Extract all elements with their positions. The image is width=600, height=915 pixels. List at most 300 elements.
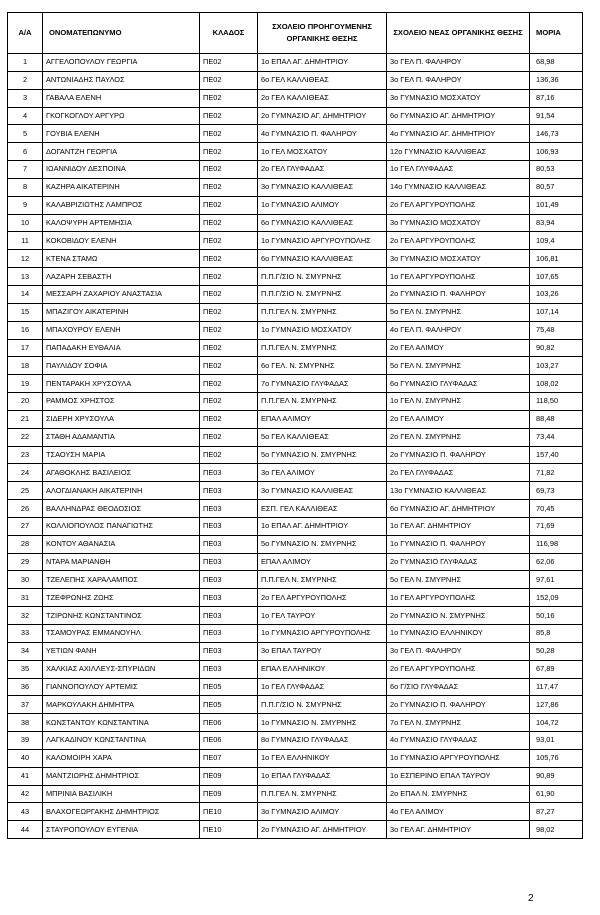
specialty-code: ΠΕ02 (200, 268, 258, 286)
new-school: 2ο ΓΥΜΝΑΣΙΟ Ν. ΣΜΥΡΝΗΣ (387, 607, 530, 625)
teacher-name: ΤΣΑΟΥΣΗ ΜΑΡΙΑ (43, 446, 200, 464)
row-number: 24 (8, 464, 43, 482)
table-row (8, 821, 583, 839)
new-school: 13ο ΓΥΜΝΑΣΙΟ ΚΑΛΛΙΘΕΑΣ (387, 482, 530, 500)
points: 103,27 (530, 357, 583, 375)
table-row (8, 500, 583, 518)
specialty-code: ΠΕ03 (200, 625, 258, 643)
row-number: 26 (8, 500, 43, 518)
specialty-code: ΠΕ07 (200, 749, 258, 767)
table-row (8, 607, 583, 625)
previous-school: ΕΠΑΛ ΕΛΛΗΝΙΚΟΥ (258, 660, 387, 678)
teacher-name: ΤΣΑΜΟΥΡΑΣ ΕΜΜΑΝΟΥΗΛ (43, 625, 200, 643)
specialty-code: ΠΕ02 (200, 161, 258, 179)
teacher-name: ΔΟΓΑΝΤΖΗ ΓΕΩΡΓΙΑ (43, 143, 200, 161)
new-school: 1ο ΓΕΛ Ν. ΣΜΥΡΝΗΣ (387, 393, 530, 411)
table-row (8, 803, 583, 821)
points: 97,61 (530, 571, 583, 589)
specialty-code: ΠΕ02 (200, 285, 258, 303)
specialty-code: ΠΕ09 (200, 785, 258, 803)
specialty-code: ΠΕ10 (200, 821, 258, 839)
new-school: 2ο ΓΕΛ ΑΡΓΥΡΟΥΠΟΛΗΣ (387, 660, 530, 678)
specialty-code: ΠΕ02 (200, 125, 258, 143)
row-number: 3 (8, 89, 43, 107)
table-body (8, 54, 583, 839)
points: 105,76 (530, 749, 583, 767)
specialty-code: ΠΕ03 (200, 464, 258, 482)
teacher-name: ΚΟΛΛΙΟΠΟΥΛΟΣ ΠΑΝΑΓΙΩΤΗΣ (43, 517, 200, 535)
table-row (8, 268, 583, 286)
previous-school: 6ο ΓΕΛ ΚΑΛΛΙΘΕΑΣ (258, 71, 387, 89)
new-school: 4ο ΓΥΜΝΑΣΙΟ ΑΓ. ΔΗΜΗΤΡΙΟΥ (387, 125, 530, 143)
table-row (8, 143, 583, 161)
row-number: 16 (8, 321, 43, 339)
previous-school: 1ο ΓΥΜΝΑΣΙΟ Ν. ΣΜΥΡΝΗΣ (258, 714, 387, 732)
specialty-code: ΠΕ02 (200, 107, 258, 125)
table-row (8, 785, 583, 803)
specialty-code: ΠΕ02 (200, 54, 258, 72)
teacher-name: ΑΛΟΓΔΙΑΝΑΚΗ ΑΙΚΑΤΕΡΙΝΗ (43, 482, 200, 500)
teacher-name: ΠΑΥΛΙΔΟΥ ΣΟΦΙΑ (43, 357, 200, 375)
new-school: 12ο ΓΥΜΝΑΣΙΟ ΚΑΛΛΙΘΕΑΣ (387, 143, 530, 161)
header-klados: ΚΛΑΔΟΣ (200, 13, 258, 54)
page-number: 2 (528, 893, 534, 904)
table-row (8, 161, 583, 179)
previous-school: 1ο ΕΠΑΛ ΓΛΥΦΑΔΑΣ (258, 767, 387, 785)
teacher-name: ΜΠΡΙΝΙΑ ΒΑΣΙΛΙΚΗ (43, 785, 200, 803)
table-row (8, 89, 583, 107)
specialty-code: ΠΕ06 (200, 732, 258, 750)
previous-school: 3ο ΓΕΛ ΑΛΙΜΟΥ (258, 464, 387, 482)
previous-school: 4ο ΓΥΜΝΑΣΙΟ Π. ΦΑΛΗΡΟΥ (258, 125, 387, 143)
specialty-code: ΠΕ03 (200, 589, 258, 607)
new-school: 1ο ΓΕΛ ΓΛΥΦΑΔΑΣ (387, 161, 530, 179)
previous-school: 1ο ΓΕΛ ΓΛΥΦΑΔΑΣ (258, 678, 387, 696)
previous-school: 1ο ΕΠΑΛ ΑΓ. ΔΗΜΗΤΡΙΟΥ (258, 517, 387, 535)
previous-school: 1ο ΓΥΜΝΑΣΙΟ ΑΡΓΥΡΟΥΠΟΛΗΣ (258, 625, 387, 643)
points: 116,98 (530, 535, 583, 553)
row-number: 38 (8, 714, 43, 732)
teacher-name: ΚΩΝΣΤΑΝΤΟΥ ΚΩΝΣΤΑΝΤΙΝΑ (43, 714, 200, 732)
table-row (8, 285, 583, 303)
table-row (8, 732, 583, 750)
row-number: 23 (8, 446, 43, 464)
new-school: 2ο ΓΥΜΝΑΣΙΟ Π. ΦΑΛΗΡΟΥ (387, 446, 530, 464)
points: 90,89 (530, 767, 583, 785)
specialty-code: ΠΕ02 (200, 321, 258, 339)
row-number: 5 (8, 125, 43, 143)
row-number: 2 (8, 71, 43, 89)
points: 71,82 (530, 464, 583, 482)
new-school: 1ο ΓΥΜΝΑΣΙΟ Π. ΦΑΛΗΡΟΥ (387, 535, 530, 553)
table-row (8, 393, 583, 411)
new-school: 3ο ΓΕΛ Π. ΦΑΛΗΡΟΥ (387, 71, 530, 89)
teacher-name: ΓΙΑΝΝΟΠΟΥΛΟΥ ΑΡΤΕΜΙΣ (43, 678, 200, 696)
specialty-code: ΠΕ03 (200, 660, 258, 678)
teacher-name: ΣΤΑΥΡΟΠΟΥΛΟΥ ΕΥΓΕΝΙΑ (43, 821, 200, 839)
teacher-name: ΒΛΑΧΟΓΕΩΡΓΑΚΗΣ ΔΗΜΗΤΡΙΟΣ (43, 803, 200, 821)
points: 70,45 (530, 500, 583, 518)
row-number: 11 (8, 232, 43, 250)
row-number: 29 (8, 553, 43, 571)
points: 68,98 (530, 54, 583, 72)
specialty-code: ΠΕ02 (200, 410, 258, 428)
row-number: 32 (8, 607, 43, 625)
new-school: 2ο ΓΕΛ ΑΛΙΜΟΥ (387, 410, 530, 428)
specialty-code: ΠΕ02 (200, 303, 258, 321)
header-prev-school: ΣΧΟΛΕΙΟ ΠΡΟΗΓΟΥΜΕΝΗΣ ΟΡΓΑΝΙΚΗΣ ΘΕΣΗΣ (258, 13, 387, 54)
specialty-code: ΠΕ02 (200, 143, 258, 161)
table-row (8, 464, 583, 482)
points: 101,49 (530, 196, 583, 214)
teacher-name: ΚΟΚΟΒΙΔΟΥ ΕΛΕΝΗ (43, 232, 200, 250)
teacher-name: ΧΑΛΚΙΑΣ ΑΧΙΛΛΕΥΣ-ΣΠΥΡΙΔΩΝ (43, 660, 200, 678)
points: 62,06 (530, 553, 583, 571)
new-school: 6ο ΓΥΜΝΑΣΙΟ ΑΓ. ΔΗΜΗΤΡΙΟΥ (387, 107, 530, 125)
row-number: 34 (8, 642, 43, 660)
header-name: ΟΝΟΜΑΤΕΠΩΝΥΜΟ (43, 13, 200, 54)
row-number: 42 (8, 785, 43, 803)
teacher-name: ΑΓΑΘΟΚΛΗΣ ΒΑΣΙΛΕΙΟΣ (43, 464, 200, 482)
new-school: 3ο ΓΥΜΝΑΣΙΟ ΜΟΣΧΑΤΟΥ (387, 250, 530, 268)
row-number: 44 (8, 821, 43, 839)
table-row (8, 71, 583, 89)
teacher-name: ΡΑΜΜΟΣ ΧΡΗΣΤΟΣ (43, 393, 200, 411)
row-number: 43 (8, 803, 43, 821)
new-school: 5ο ΓΕΛ Ν. ΣΜΥΡΝΗΣ (387, 303, 530, 321)
points: 61,90 (530, 785, 583, 803)
table-row (8, 357, 583, 375)
specialty-code: ΠΕ02 (200, 428, 258, 446)
previous-school: 2ο ΓΕΛ ΑΡΓΥΡΟΥΠΟΛΗΣ (258, 589, 387, 607)
points: 50,28 (530, 642, 583, 660)
row-number: 8 (8, 178, 43, 196)
row-number: 18 (8, 357, 43, 375)
new-school: 3ο ΓΥΜΝΑΣΙΟ ΜΟΣΧΑΤΟΥ (387, 214, 530, 232)
table-header-row (8, 13, 583, 54)
points: 146,73 (530, 125, 583, 143)
row-number: 30 (8, 571, 43, 589)
table-row (8, 446, 583, 464)
table-row (8, 589, 583, 607)
previous-school: 2ο ΓΥΜΝΑΣΙΟ ΑΓ. ΔΗΜΗΤΡΙΟΥ (258, 107, 387, 125)
new-school: 7ο ΓΕΛ Ν. ΣΜΥΡΝΗΣ (387, 714, 530, 732)
specialty-code: ΠΕ02 (200, 71, 258, 89)
table-row (8, 410, 583, 428)
specialty-code: ΠΕ02 (200, 357, 258, 375)
points: 98,02 (530, 821, 583, 839)
points: 50,16 (530, 607, 583, 625)
previous-school: Π.Π.Γ/ΣΙΟ Ν. ΣΜΥΡΝΗΣ (258, 268, 387, 286)
teacher-name: ΤΖΕΛΕΠΗΣ ΧΑΡΑΛΑΜΠΟΣ (43, 571, 200, 589)
row-number: 7 (8, 161, 43, 179)
new-school: 2ο ΓΥΜΝΑΣΙΟ Π. ΦΑΛΗΡΟΥ (387, 696, 530, 714)
previous-school: 1ο ΓΥΜΝΑΣΙΟ ΑΡΓΥΡΟΥΠΟΛΗΣ (258, 232, 387, 250)
row-number: 21 (8, 410, 43, 428)
teacher-name: ΜΑΝΤΖΙΩΡΗΣ ΔΗΜΗΤΡΙΟΣ (43, 767, 200, 785)
specialty-code: ΠΕ02 (200, 214, 258, 232)
table-row (8, 214, 583, 232)
new-school: 3ο ΓΕΛ ΑΓ. ΔΗΜΗΤΡΙΟΥ (387, 821, 530, 839)
new-school: 4ο ΓΕΛ ΑΛΙΜΟΥ (387, 803, 530, 821)
points: 152,09 (530, 589, 583, 607)
row-number: 36 (8, 678, 43, 696)
new-school: 5ο ΓΕΛ Ν. ΣΜΥΡΝΗΣ (387, 357, 530, 375)
teacher-name: ΚΑΖΗΡΑ ΑΙΚΑΤΕΡΙΝΗ (43, 178, 200, 196)
specialty-code: ΠΕ02 (200, 446, 258, 464)
specialty-code: ΠΕ05 (200, 696, 258, 714)
points: 127,86 (530, 696, 583, 714)
row-number: 28 (8, 535, 43, 553)
row-number: 27 (8, 517, 43, 535)
new-school: 6ο ΓΥΜΝΑΣΙΟ ΑΓ. ΔΗΜΗΤΡΙΟΥ (387, 500, 530, 518)
previous-school: Π.Π.ΓΕΛ Ν. ΣΜΥΡΝΗΣ (258, 303, 387, 321)
teacher-name: ΤΖΕΦΡΩΝΗΣ ΖΩΗΣ (43, 589, 200, 607)
row-number: 31 (8, 589, 43, 607)
previous-school: 1ο ΓΕΛ ΕΛΛΗΝΙΚΟΥ (258, 749, 387, 767)
specialty-code: ΠΕ02 (200, 178, 258, 196)
new-school: 4ο ΓΕΛ Π. ΦΑΛΗΡΟΥ (387, 321, 530, 339)
points: 106,93 (530, 143, 583, 161)
teacher-name: ΥΕΤΙΩΝ ΦΑΝΗ (43, 642, 200, 660)
points: 73,44 (530, 428, 583, 446)
table-row (8, 232, 583, 250)
previous-school: 1ο ΓΥΜΝΑΣΙΟ ΑΛΙΜΟΥ (258, 196, 387, 214)
points: 117,47 (530, 678, 583, 696)
points: 107,65 (530, 268, 583, 286)
row-number: 19 (8, 375, 43, 393)
points: 75,48 (530, 321, 583, 339)
previous-school: 6ο ΓΥΜΝΑΣΙΟ ΚΑΛΛΙΘΕΑΣ (258, 250, 387, 268)
previous-school: 2ο ΓΥΜΝΑΣΙΟ ΑΓ. ΔΗΜΗΤΡΙΟΥ (258, 821, 387, 839)
new-school: 2ο ΓΥΜΝΑΣΙΟ ΓΛΥΦΑΔΑΣ (387, 553, 530, 571)
previous-school: 2ο ΓΕΛ ΚΑΛΛΙΘΕΑΣ (258, 89, 387, 107)
previous-school: 6ο ΓΥΜΝΑΣΙΟ ΚΑΛΛΙΘΕΑΣ (258, 214, 387, 232)
teacher-name: ΑΓΓΕΛΟΠΟΥΛΟΥ ΓΕΩΡΓΙΑ (43, 54, 200, 72)
row-number: 6 (8, 143, 43, 161)
previous-school: 6ο ΓΕΛ. Ν. ΣΜΥΡΝΗΣ (258, 357, 387, 375)
teacher-name: ΛΑΓΚΑΔΙΝΟΥ ΚΩΝΣΤΑΝΤΙΝΑ (43, 732, 200, 750)
specialty-code: ΠΕ03 (200, 553, 258, 571)
row-number: 15 (8, 303, 43, 321)
header-new-school: ΣΧΟΛΕΙΟ ΝΕΑΣ ΟΡΓΑΝΙΚΗΣ ΘΕΣΗΣ (387, 13, 530, 54)
table-row (8, 642, 583, 660)
row-number: 41 (8, 767, 43, 785)
row-number: 1 (8, 54, 43, 72)
specialty-code: ΠΕ09 (200, 767, 258, 785)
new-school: 14ο ΓΥΜΝΑΣΙΟ ΚΑΛΛΙΘΕΑΣ (387, 178, 530, 196)
teacher-name: ΠΕΝΤΑΡΑΚΗ ΧΡΥΣΟΥΛΑ (43, 375, 200, 393)
row-number: 22 (8, 428, 43, 446)
points: 87,16 (530, 89, 583, 107)
table-row (8, 303, 583, 321)
row-number: 10 (8, 214, 43, 232)
teacher-name: ΠΑΠΑΔΑΚΗ ΕΥΘΑΛΙΑ (43, 339, 200, 357)
previous-school: Π.Π.Γ/ΣΙΟ Ν. ΣΜΥΡΝΗΣ (258, 285, 387, 303)
specialty-code: ΠΕ03 (200, 500, 258, 518)
points: 104,72 (530, 714, 583, 732)
new-school: 1ο ΕΣΠΕΡΙΝΟ ΕΠΑΛ ΤΑΥΡΟΥ (387, 767, 530, 785)
new-school: 1ο ΓΕΛ ΑΡΓΥΡΟΥΠΟΛΗΣ (387, 589, 530, 607)
new-school: 2ο ΓΕΛ ΑΡΓΥΡΟΥΠΟΛΗΣ (387, 196, 530, 214)
table-row (8, 321, 583, 339)
row-number: 35 (8, 660, 43, 678)
teacher-name: ΑΝΤΩΝΙΑΔΗΣ ΠΑΥΛΟΣ (43, 71, 200, 89)
specialty-code: ΠΕ03 (200, 517, 258, 535)
teacher-name: ΚΑΛΟΨΥΡΗ ΑΡΤΕΜΗΣΙΑ (43, 214, 200, 232)
new-school: 2ο ΓΕΛ ΑΛΙΜΟΥ (387, 339, 530, 357)
row-number: 4 (8, 107, 43, 125)
previous-school: ΕΠΑΛ ΑΛΙΜΟΥ (258, 553, 387, 571)
header-moria: ΜΟΡΙΑ (530, 13, 583, 54)
row-number: 33 (8, 625, 43, 643)
table-row (8, 428, 583, 446)
teacher-name: ΣΤΑΘΗ ΑΔΑΜΑΝΤΙΑ (43, 428, 200, 446)
row-number: 14 (8, 285, 43, 303)
previous-school: 5ο ΓΥΜΝΑΣΙΟ Ν. ΣΜΥΡΝΗΣ (258, 535, 387, 553)
points: 80,53 (530, 161, 583, 179)
previous-school: 5ο ΓΕΛ ΚΑΛΛΙΘΕΑΣ (258, 428, 387, 446)
table-row (8, 250, 583, 268)
specialty-code: ΠΕ03 (200, 482, 258, 500)
table-row (8, 696, 583, 714)
table-row (8, 571, 583, 589)
points: 88,48 (530, 410, 583, 428)
new-school: 4ο ΓΥΜΝΑΣΙΟ ΓΛΥΦΑΔΑΣ (387, 732, 530, 750)
specialty-code: ΠΕ02 (200, 196, 258, 214)
new-school: 3ο ΓΕΛ Π. ΦΑΛΗΡΟΥ (387, 642, 530, 660)
teacher-name: ΜΑΡΚΟΥΛΑΚΗ ΔΗΜΗΤΡΑ (43, 696, 200, 714)
points: 90,82 (530, 339, 583, 357)
points: 71,69 (530, 517, 583, 535)
header-aa: Α/Α (8, 13, 43, 54)
table-row (8, 535, 583, 553)
new-school: 5ο ΓΕΛ Ν. ΣΜΥΡΝΗΣ (387, 571, 530, 589)
new-school: 1ο ΓΕΛ ΑΡΓΥΡΟΥΠΟΛΗΣ (387, 268, 530, 286)
points: 136,36 (530, 71, 583, 89)
previous-school: Π.Π.ΓΕΛ Ν. ΣΜΥΡΝΗΣ (258, 571, 387, 589)
teacher-name: ΚΑΛΑΒΡΙΖΙΩΤΗΣ ΛΑΜΠΡΟΣ (43, 196, 200, 214)
row-number: 9 (8, 196, 43, 214)
teacher-name: ΚΟΝΤΟΥ ΑΘΑΝΑΣΙΑ (43, 535, 200, 553)
points: 107,14 (530, 303, 583, 321)
new-school: 1ο ΓΕΛ ΑΓ. ΔΗΜΗΤΡΙΟΥ (387, 517, 530, 535)
specialty-code: ΠΕ03 (200, 571, 258, 589)
teacher-name: ΚΑΛΟΜΟΙΡΗ ΧΑΡΑ (43, 749, 200, 767)
teacher-name: ΓΑΒΑΛΑ ΕΛΕΝΗ (43, 89, 200, 107)
points: 106,81 (530, 250, 583, 268)
new-school: 2ο ΓΥΜΝΑΣΙΟ Π. ΦΑΛΗΡΟΥ (387, 285, 530, 303)
table-row (8, 625, 583, 643)
specialty-code: ΠΕ02 (200, 375, 258, 393)
teacher-name: ΜΕΣΣΑΡΗ ΖΑΧΑΡΙΟΥ ΑΝΑΣΤΑΣΙΑ (43, 285, 200, 303)
previous-school: 1ο ΓΥΜΝΑΣΙΟ ΜΟΣΧΑΤΟΥ (258, 321, 387, 339)
previous-school: 1ο ΓΕΛ ΜΟΣΧΑΤΟΥ (258, 143, 387, 161)
teacher-name: ΚΤΕΝΑ ΣΤΑΜΩ (43, 250, 200, 268)
table-row (8, 196, 583, 214)
new-school: 2ο ΓΕΛ ΑΡΓΥΡΟΥΠΟΛΗΣ (387, 232, 530, 250)
row-number: 13 (8, 268, 43, 286)
row-number: 39 (8, 732, 43, 750)
teacher-name: ΙΩΑΝΝΙΔΟΥ ΔΕΣΠΟΙΝΑ (43, 161, 200, 179)
teacher-name: ΛΑΖΑΡΗ ΣΕΒΑΣΤΗ (43, 268, 200, 286)
new-school: 6ο Γ/ΣΙΟ ΓΛΥΦΑΔΑΣ (387, 678, 530, 696)
new-school: 6ο ΓΥΜΝΑΣΙΟ ΓΛΥΦΑΔΑΣ (387, 375, 530, 393)
previous-school: 5ο ΓΥΜΝΑΣΙΟ Ν. ΣΜΥΡΝΗΣ (258, 446, 387, 464)
points: 80,57 (530, 178, 583, 196)
specialty-code: ΠΕ02 (200, 250, 258, 268)
previous-school: 1ο ΓΕΛ ΤΑΥΡΟΥ (258, 607, 387, 625)
previous-school: 1ο ΕΠΑΛ ΑΓ. ΔΗΜΗΤΡΙΟΥ (258, 54, 387, 72)
new-school: 1ο ΓΥΜΝΑΣΙΟ ΕΛΛΗΝΙΚΟΥ (387, 625, 530, 643)
new-school: 2ο ΓΕΛ Ν. ΣΜΥΡΝΗΣ (387, 428, 530, 446)
table-row (8, 660, 583, 678)
specialty-code: ΠΕ03 (200, 535, 258, 553)
previous-school: Π.Π.ΓΕΛ Ν. ΣΜΥΡΝΗΣ (258, 339, 387, 357)
table-row (8, 678, 583, 696)
new-school: 3ο ΓΕΛ Π. ΦΑΛΗΡΟΥ (387, 54, 530, 72)
previous-school: 3ο ΓΥΜΝΑΣΙΟ ΑΛΙΜΟΥ (258, 803, 387, 821)
points: 67,89 (530, 660, 583, 678)
table-row (8, 767, 583, 785)
specialty-code: ΠΕ10 (200, 803, 258, 821)
table-row (8, 107, 583, 125)
teacher-name: ΤΖΙΡΩΝΗΣ ΚΩΝΣΤΑΝΤΙΝΟΣ (43, 607, 200, 625)
previous-school: ΕΠΑΛ ΑΛΙΜΟΥ (258, 410, 387, 428)
table-row (8, 375, 583, 393)
teacher-name: ΝΤΑΡΑ ΜΑΡΙΑΝΘΗ (43, 553, 200, 571)
points: 83,94 (530, 214, 583, 232)
table-row (8, 482, 583, 500)
previous-school: 3ο ΓΥΜΝΑΣΙΟ ΚΑΛΛΙΘΕΑΣ (258, 482, 387, 500)
specialty-code: ΠΕ02 (200, 393, 258, 411)
table-row (8, 339, 583, 357)
specialty-code: ΠΕ02 (200, 339, 258, 357)
points: 87,27 (530, 803, 583, 821)
new-school: 3ο ΓΥΜΝΑΣΙΟ ΜΟΣΧΑΤΟΥ (387, 89, 530, 107)
specialty-code: ΠΕ05 (200, 678, 258, 696)
points: 85,8 (530, 625, 583, 643)
previous-school: ΕΣΠ. ΓΕΛ ΚΑΛΛΙΘΕΑΣ (258, 500, 387, 518)
points: 103,26 (530, 285, 583, 303)
row-number: 20 (8, 393, 43, 411)
placements-table (7, 12, 583, 839)
teacher-name: ΓΚΟΓΚΟΓΛΟΥ ΑΡΓΥΡΩ (43, 107, 200, 125)
new-school: 2ο ΕΠΑΛ Ν. ΣΜΥΡΝΗΣ (387, 785, 530, 803)
points: 69,73 (530, 482, 583, 500)
previous-school: 3ο ΓΥΜΝΑΣΙΟ ΚΑΛΛΙΘΕΑΣ (258, 178, 387, 196)
previous-school: Π.Π.ΓΕΛ Ν. ΣΜΥΡΝΗΣ (258, 393, 387, 411)
specialty-code: ΠΕ06 (200, 714, 258, 732)
table-row (8, 749, 583, 767)
teacher-name: ΜΠΑΧΟΥΡΟΥ ΕΛΕΝΗ (43, 321, 200, 339)
row-number: 12 (8, 250, 43, 268)
points: 93,01 (530, 732, 583, 750)
previous-school: Π.Π.ΓΕΛ Ν. ΣΜΥΡΝΗΣ (258, 785, 387, 803)
previous-school: 3ο ΕΠΑΛ ΤΑΥΡΟΥ (258, 642, 387, 660)
row-number: 40 (8, 749, 43, 767)
row-number: 17 (8, 339, 43, 357)
specialty-code: ΠΕ02 (200, 89, 258, 107)
points: 91,54 (530, 107, 583, 125)
row-number: 25 (8, 482, 43, 500)
points: 109,4 (530, 232, 583, 250)
specialty-code: ΠΕ03 (200, 607, 258, 625)
teacher-name: ΓΟΥΒΙΑ ΕΛΕΝΗ (43, 125, 200, 143)
previous-school: 7ο ΓΥΜΝΑΣΙΟ ΓΛΥΦΑΔΑΣ (258, 375, 387, 393)
specialty-code: ΠΕ02 (200, 232, 258, 250)
table-row (8, 54, 583, 72)
